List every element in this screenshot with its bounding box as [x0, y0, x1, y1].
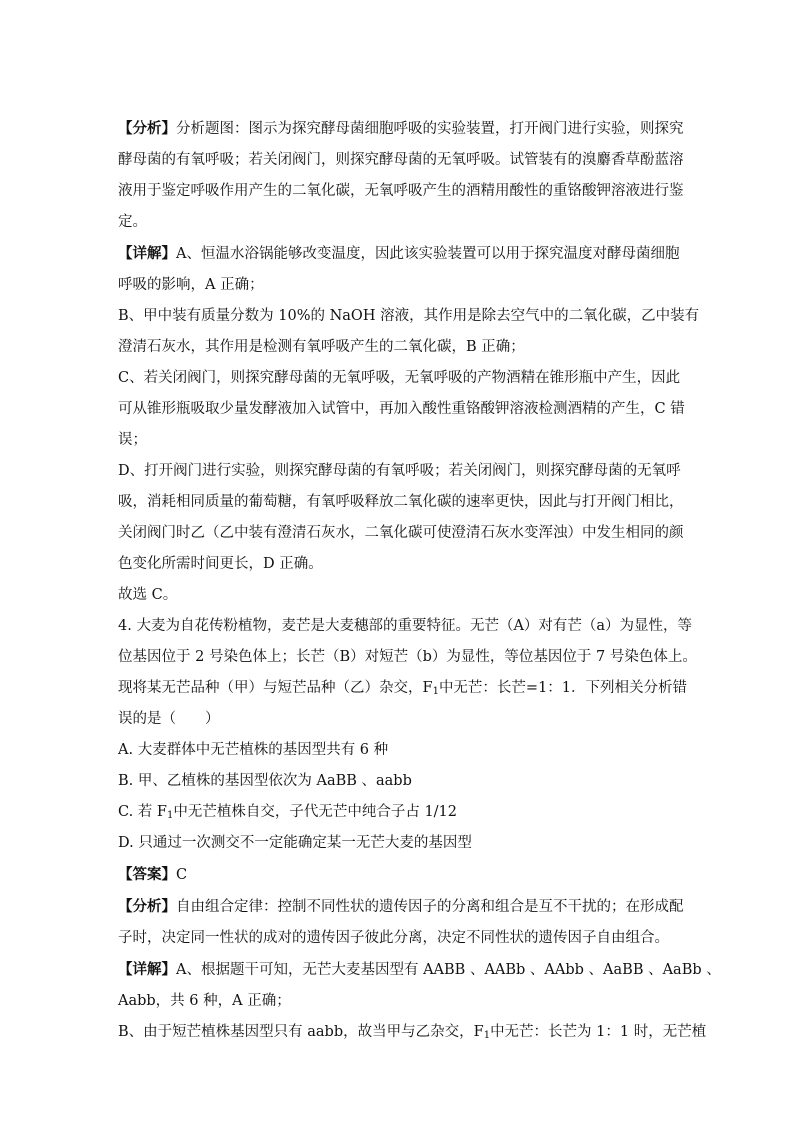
detail-line: Aabb，共 6 种，A 正确；: [118, 993, 291, 1009]
detail-line: D、打开阀门进行实验，则探究酵母菌的有氧呼吸；若关闭阀门，则探究酵母菌的无氧呼: [118, 463, 681, 479]
question-line: 位基因位于 2 号染色体上；长芒（B）对短芒（b）为显性，等位基因位于 7 号染色体上。: [118, 649, 697, 665]
question-line: 误的是（ ）: [118, 711, 220, 727]
detail-paragraph: [118, 238, 700, 611]
detail-line: 误；: [118, 432, 147, 448]
option-d: D. 只通过一次测交不一定能确定某一无芒大麦的基因型: [118, 835, 472, 851]
detail-line: A、根据题干可知，无芒大麦基因型有 AABB 、AABb 、AAbb 、AaBB 、AaBb 、: [176, 962, 721, 978]
detail-line: 澄清石灰水，其作用是检测有氧呼吸产生的二氧化碳，B 正确；: [118, 339, 525, 355]
analysis-line: 分析题图：图示为探究酵母菌细胞呼吸的实验装置，打开阀门进行实验，则探究: [176, 121, 684, 137]
detail-line: 色变化所需时间更长，D 正确。: [118, 556, 323, 572]
detail-line: A、恒温水浴锅能够改变温度，因此该实验装置可以用于探究温度对酵母菌细胞: [176, 246, 680, 262]
answer-paragraph: [118, 859, 678, 891]
detail-line: 吸，消耗相同质量的葡萄糖，有氧呼吸释放二氧化碳的速率更快，因此与打开阀门相比，: [118, 494, 684, 510]
detail-line: 关闭阀门时乙（乙中装有澄清石灰水，二氧化碳可使澄清石灰水变浑浊）中发生相同的颜: [118, 525, 684, 541]
analysis-line: 自由组合定律：控制不同性状的遗传因子的分离和组合是互不干扰的；在形成配: [176, 899, 684, 915]
detail-line: 呼吸的影响，A 正确；: [118, 277, 264, 293]
detail-line: 可从锥形瓶吸取少量发酵液加入试管中，再加入酸性重铬酸钾溶液检测酒精的产生，C 错: [118, 401, 685, 417]
document-content: [118, 113, 721, 1048]
option-b: B. 甲、乙植株的基因型依次为 AaBB 、aabb: [118, 773, 412, 789]
question-line: 4. 大麦为自花传粉植物，麦芒是大麦穗部的重要特征。无芒（A）对有芒（a）为显性，等: [118, 618, 693, 634]
detail-tag: 【详解】: [118, 245, 176, 262]
analysis-paragraph-4: [118, 891, 684, 954]
analysis-line: 定。: [118, 214, 147, 230]
answer-value: C: [176, 867, 188, 883]
analysis-line: 酵母菌的有氧呼吸；若关闭阀门，则探究酵母菌的无氧呼吸。试管装有的溴麝香草酚蓝溶: [118, 152, 684, 168]
option-a: A. 大麦群体中无芒植株的基因型共有 6 种: [118, 742, 389, 758]
question-4: [118, 611, 697, 859]
detail-line: C、若关闭阀门，则探究酵母菌的无氧呼吸，无氧呼吸的产物酒精在锥形瓶中产生，因此: [118, 370, 681, 386]
question-line: 现将某无芒品种（甲）与短芒品种（乙）杂交，$F_1$中无芒：长芒=1：1．下列相关分析错: [118, 680, 688, 697]
option-c: C. 若 $F_1$中无芒植株自交，子代无芒中纯合子占 1/12: [118, 804, 458, 821]
detail-line: B、由于短芒植株基因型只有 aabb，故当甲与乙杂交，$F_1$中无芒：长芒为 1：1 时，无芒植: [118, 1024, 707, 1041]
detail-paragraph-4: [118, 954, 721, 1048]
detail-tag: 【详解】: [118, 961, 176, 978]
analysis-tag: 【分析】: [118, 898, 176, 915]
analysis-line: 子时，决定同一性状的成对的遗传因子彼此分离，决定不同性状的遗传因子自由组合。: [118, 930, 669, 946]
conclusion-line: 故选 C。: [118, 587, 178, 603]
detail-line: B、甲中装有质量分数为 10%的 NaOH 溶液，其作用是除去空气中的二氧化碳，乙中装有: [118, 308, 700, 324]
analysis-line: 液用于鉴定呼吸作用产生的二氧化碳，无氧呼吸产生的酒精用酸性的重铬酸钾溶液进行鉴: [118, 183, 684, 199]
answer-tag: 【答案】: [118, 866, 176, 883]
analysis-paragraph: [118, 113, 684, 238]
analysis-tag: 【分析】: [118, 120, 176, 137]
